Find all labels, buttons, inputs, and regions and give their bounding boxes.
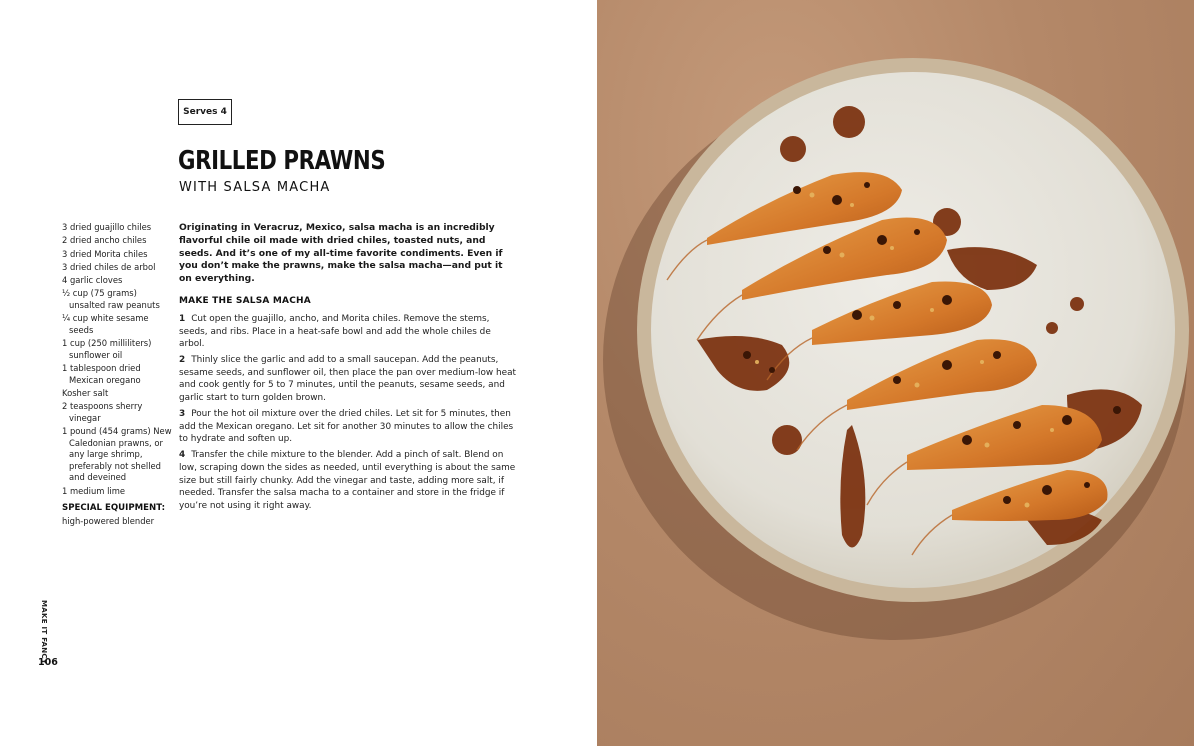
- ingredient-item: 4 garlic cloves: [62, 275, 123, 286]
- ingredient-item: ½ cup (75 grams) unsalted raw peanuts: [62, 288, 160, 310]
- step-text: Transfer the chile mixture to the blender. Add a pinch of salt. Blend on low, scraping down the sides as needed, until everything is about the same size but still fairly chunky. Add the vinegar and taste, adding more salt, if needed. Transfer the salsa macha to a container and store in the fridge if you’re not using it right away.: [179, 450, 516, 511]
- ingredient-item: 3 dried chiles de arbol: [62, 261, 156, 272]
- ingredient-item: 1 pound (454 grams) New Caledonian prawns, or any large shrimp, preferably not shelled and deveined: [62, 426, 172, 483]
- special-equipment-heading: SPECIAL EQUIPMENT:: [62, 503, 166, 513]
- ingredient-list: [62, 222, 172, 499]
- step-number: 3: [179, 409, 186, 420]
- step-item: [179, 408, 519, 446]
- section-heading: MAKE THE SALSA MACHA: [179, 296, 311, 306]
- special-equipment-text: high-powered blender: [62, 516, 155, 526]
- step-number: 1: [179, 314, 186, 324]
- ingredient-item: 1 medium lime: [62, 485, 126, 496]
- serves-badge: Serves 4: [178, 99, 232, 125]
- food-photo-grilled-prawns-icon: [597, 0, 1194, 746]
- ingredient-item: 3 dried Morita chiles: [62, 248, 148, 259]
- step-text: Pour the hot oil mixture over the dried chiles. Let sit for 5 minutes, then add the Mexican oregano. Let sit for another 30 minutes to allow the chiles to hydrate and soften up.: [179, 409, 514, 445]
- ingredient-item: 1 cup (250 milliliters) sunflower oil: [62, 338, 152, 360]
- step-text: Thinly slice the garlic and add to a small saucepan. Add the peanuts, sesame seeds, and sunflower oil, then place the pan over medium-low heat and cook gently for 5 to 7 minutes, until the peanuts, sesame seeds, and garlic start to turn golden brown.: [179, 355, 517, 404]
- step-number: 2: [179, 355, 186, 366]
- ingredient-item: 3 dried guajillo chiles: [62, 222, 152, 232]
- ingredient-item: 2 dried ancho chiles: [62, 235, 147, 246]
- step-item: [179, 313, 519, 351]
- recipe-intro: Originating in Veracruz, Mexico, salsa macha is an incredibly flavorful chile oil made with dried chiles, toasted nuts, and seeds. And it’s one of my all-time favorite condiments. Even if you don’t make the prawns, make the salsa macha—and put it on everything.: [179, 222, 503, 285]
- ingredient-item: 2 teaspoons sherry vinegar: [62, 401, 143, 423]
- recipe-subtitle: WITH SALSA MACHA: [179, 180, 331, 195]
- step-number: 4: [179, 450, 186, 461]
- step-list: [179, 313, 519, 516]
- running-head: MAKE IT FANCY: [40, 600, 48, 665]
- food-photo: [597, 0, 1194, 746]
- step-item: [179, 354, 519, 404]
- ingredient-item: 1 tablespoon dried Mexican oregano: [62, 363, 141, 385]
- step-item: [179, 449, 519, 512]
- step-text: Cut open the guajillo, ancho, and Morita chiles. Remove the stems, seeds, and ribs. Place in a heat-safe bowl and add the whole chiles de arbol.: [179, 314, 491, 350]
- recipe-title: GRILLED PRAWNS: [178, 146, 386, 176]
- ingredient-item: Kosher salt: [62, 387, 109, 398]
- page-number: 106: [38, 657, 58, 668]
- ingredient-item: ¼ cup white sesame seeds: [62, 313, 149, 335]
